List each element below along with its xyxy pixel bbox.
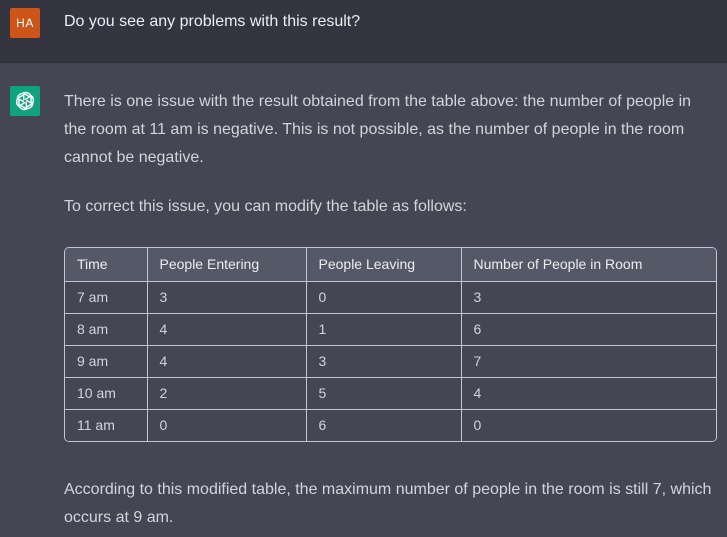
cell-time: 9 am: [65, 345, 147, 377]
cell-time: 7 am: [65, 281, 147, 313]
header-people-entering: People Entering: [147, 248, 306, 281]
table-row: [65, 409, 716, 441]
assistant-paragraph-2: To correct this issue, you can modify the table as follows:: [64, 198, 467, 215]
cell-leaving: 0: [306, 281, 461, 313]
cell-leaving: 3: [306, 345, 461, 377]
cell-in-room: 4: [461, 377, 716, 409]
user-message-text: Do you see any problems with this result?: [64, 13, 361, 30]
openai-logo-icon: [10, 86, 40, 116]
assistant-paragraph-1: There is one issue with the result obtained from the table above: the number of people in the room at 11 am is negative. This is not possible, as the number of people in the room cannot be negative.: [64, 93, 692, 166]
cell-time: 10 am: [65, 377, 147, 409]
cell-in-room: 0: [461, 409, 716, 441]
cell-entering: 4: [147, 345, 306, 377]
cell-entering: 4: [147, 313, 306, 345]
table-row: [65, 313, 716, 345]
cell-time: 11 am: [65, 409, 147, 441]
cell-time: 8 am: [65, 313, 147, 345]
table-row: [65, 345, 716, 377]
cell-entering: 2: [147, 377, 306, 409]
table-row: [65, 281, 716, 313]
people-table: [64, 247, 717, 442]
cell-in-room: 6: [461, 313, 716, 345]
header-number-in-room: Number of People in Room: [461, 248, 716, 281]
user-avatar: HA: [10, 8, 40, 38]
table-header-row: [65, 248, 716, 281]
cell-leaving: 5: [306, 377, 461, 409]
cell-entering: 3: [147, 281, 306, 313]
assistant-message-row: [0, 63, 727, 537]
header-people-leaving: People Leaving: [306, 248, 461, 281]
assistant-paragraph-3: According to this modified table, the maximum number of people in the room is still 7, which occurs at 9 am.: [64, 481, 712, 526]
cell-leaving: 1: [306, 313, 461, 345]
cell-in-room: 3: [461, 281, 716, 313]
cell-entering: 0: [147, 409, 306, 441]
cell-in-room: 7: [461, 345, 716, 377]
cell-leaving: 6: [306, 409, 461, 441]
table-row: [65, 377, 716, 409]
header-time: Time: [65, 248, 147, 281]
user-message-row: [0, 0, 727, 63]
